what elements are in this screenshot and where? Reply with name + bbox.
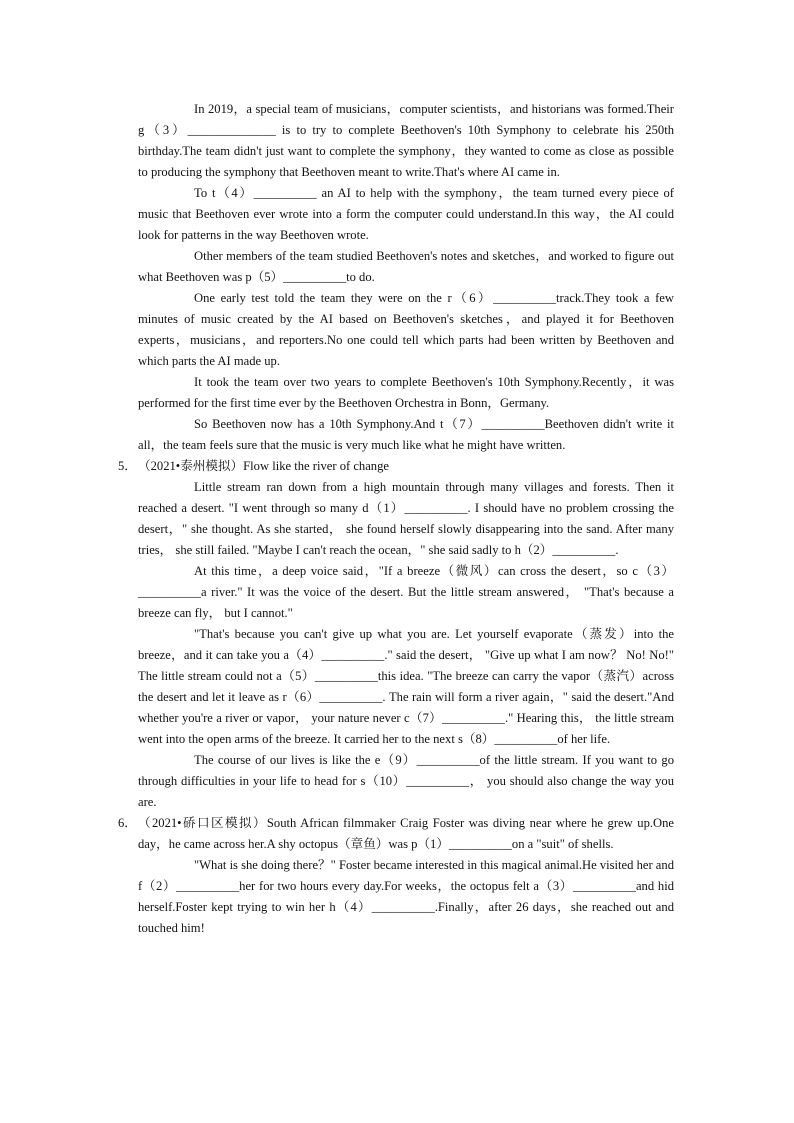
q5-header — [118, 456, 674, 477]
q4-paragraph-1: In 2019，a special team of musicians，computer scientists，and historians was formed.Their g（3）______________ is to try to complete Beethoven's 10th Symphony to celebrate his 250th birthday.The team didn't just want to complete the symphony，they wanted to come as close as possible to producing the symphony that Beethoven meant to write.That's where AI came in. — [138, 102, 674, 179]
q5-paragraph-4: The course of our lives is like the e（9）__________of the little stream. If you want to go through difficulties in your life to head for s（10）__________， you should also change the way you are. — [138, 753, 674, 809]
q6-number: 6． — [118, 816, 137, 830]
q4-paragraph-6: So Beethoven now has a 10th Symphony.And t（7）__________Beethoven didn't write it all，the team feels sure that the music is very much like what he might have written. — [138, 417, 674, 452]
q4-paragraph-3: Other members of the team studied Beethoven's notes and sketches，and worked to figure out what Beethoven was p（5）__________to do. — [138, 249, 674, 284]
q5-paragraph-3: "That's because you can't give up what you are. Let yourself evaporate（蒸发）into the breeze，and it can take you a（4）__________." said the desert， "Give up what I am now？ No! No!" The little stream could not a（5）__________this idea. "The breeze can carry the vapor（蒸汽）across the desert and let it leave as r（6）__________. The rain will form a river again，" said the desert."And whether you're a river or vapor， your nature never c（7）__________." Hearing this， the little stream went into the open arms of the breeze. It carried her to the next s（8）__________of her life. — [138, 627, 674, 746]
q5-number: 5． — [118, 459, 137, 473]
q6-paragraph-1: "What is she doing there？" Foster became interested in this magical animal.He visited her and f（2）__________her for two hours every day.For weeks，the octopus felt a（3）__________and hid herself.Foster kept trying to win her h（4）__________.Finally，after 26 days，she reached out and touched him! — [138, 858, 674, 935]
q5-paragraph-1: Little stream ran down from a high mountain through many villages and forests. Then it reached a desert. "I went through so many d（1）__________. I should have no problem crossing the desert，" she thought. As she started， she found herself slowly disappearing into the sand. After many tries， she still failed. "Maybe I can't reach the ocean，" she said sadly to h（2）__________. — [138, 480, 674, 557]
q4-paragraph-2: To t（4）__________ an AI to help with the symphony，the team turned every piece of music that Beethoven ever wrote into a form the computer could understand.In this way，the AI could look for patterns in the way Beethoven wrote. — [138, 186, 674, 242]
document-body — [118, 99, 674, 939]
q4-paragraph-5: It took the team over two years to complete Beethoven's 10th Symphony.Recently，it was performed for the first time ever by the Beethoven Orchestra in Bonn，Germany. — [138, 375, 674, 410]
q6-header — [118, 813, 674, 855]
q6-header-text: （2021•硚口区模拟）South African filmmaker Craig Foster was diving near where he grew up.One day，he came across her.A shy octopus（章鱼）was p（1）__________on a "suit" of shells. — [138, 816, 674, 851]
q4-paragraph-4: One early test told the team they were on the r（6）__________track.They took a few minutes of music created by the AI based on Beethoven's sketches，and played it for Beethoven experts，musicians，and reporters.No one could tell which parts had been written by Beethoven and which parts the AI made up. — [138, 291, 674, 368]
q5-paragraph-2: At this time，a deep voice said，"If a breeze（微风）can cross the desert，so c（3）__________a river." It was the voice of the desert. But the little stream answered， "That's because a breeze can fly， but I cannot." — [138, 564, 674, 620]
q5-header-text: （2021•泰州模拟）Flow like the river of change — [138, 459, 389, 473]
